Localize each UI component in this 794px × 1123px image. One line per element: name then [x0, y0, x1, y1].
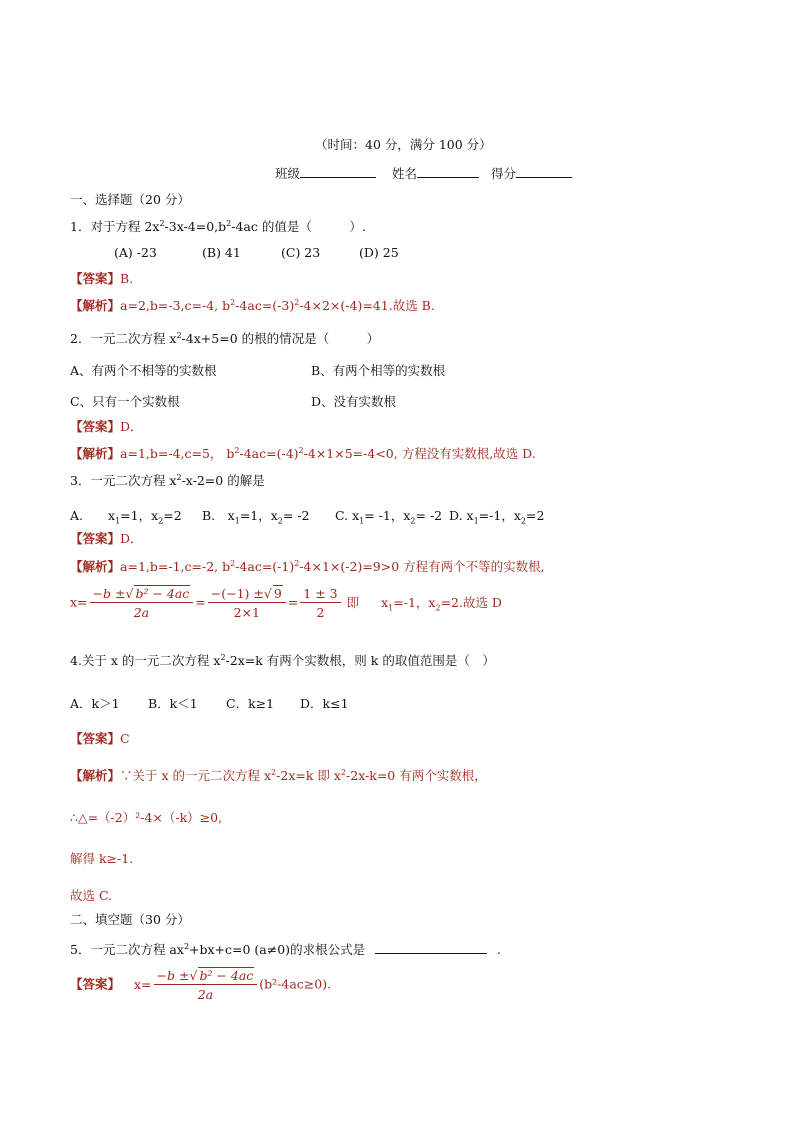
q1-stem: 1．对于方程 $2x^2-3x-4=0,b^2-4ac$ 的值是（ ）. — [70, 218, 366, 234]
q5-formula-fraction: $\frac{\text{−b ±√ b² − 4ac}}{2a}$ — [154, 968, 258, 1002]
q1-option-c[interactable]: (C) 23 — [281, 245, 321, 260]
q2-option-c[interactable]: C、只有一个实数根 — [70, 394, 180, 409]
student-info-line — [275, 165, 572, 182]
q3-analysis-text: -4ac=(-1) — [235, 559, 295, 574]
q3-stem: 3．一元二次方程 $x^2-x-2=0$ 的解是 — [70, 472, 265, 488]
q4-option-a[interactable]: A．k＞1 — [70, 696, 120, 711]
analysis-label: 【解析】 — [70, 559, 121, 574]
q1-stem-text: -4ac 的值是（ ）. — [231, 219, 366, 234]
q1-analysis-text: a=2,b=-3,c=-4, b — [120, 298, 231, 313]
q3-analysis: 【解析】a=1,b=-1,c=-2, $b^2-4ac=(-1)^2-4\times 1\times(-2)=9>0$ 方程有两个不等的实数根, — [70, 558, 545, 574]
q3-result: $x_1=-1$，$x_2=2$.故选 D — [381, 594, 502, 612]
formula-fraction-2: $\frac{-(-1) \pm√ 9}{2\times 1}$ — [208, 586, 286, 620]
q2-stem-text: -4x+5=0 的根的情况是（ ） — [181, 331, 380, 346]
q5-stem-end: . — [497, 942, 502, 957]
name-blank[interactable] — [417, 165, 479, 178]
section-title-choice: 一、选择题（20 分） — [70, 192, 190, 207]
q3-stem-text: -x-2=0 的解是 — [181, 473, 265, 488]
q4-analysis-line4: 故选 C. — [70, 888, 113, 903]
q5-stem-text: 5．一元二次方程 ax — [70, 942, 184, 957]
q1-analysis: 【解析】a=2,b=-3,c=-4, $b^2-4ac=(-3)^2-4\times 2\times(-4)=41$.故选 B. — [70, 297, 435, 313]
q2-stem-text: 2．一元二次方程 x — [70, 331, 177, 346]
q1-options — [114, 245, 399, 261]
q2-answer-value: D． — [120, 419, 143, 434]
q1-option-d[interactable]: (D) 25 — [359, 245, 399, 260]
formula-fraction-1: $\frac{\text{−b ±√ b² − 4ac}}{2a}$ — [90, 586, 194, 620]
q4-stem-text: -2x=k 有两个实数根，则 k 的取值范围是（ ） — [225, 653, 495, 668]
q4-option-b[interactable]: B．k＜1 — [148, 696, 198, 711]
answer-label: 【答案】 — [70, 531, 121, 546]
q5-condition: (b²-4ac≥0). — [259, 976, 332, 992]
q1-analysis-text: -4ac=(-3) — [235, 298, 295, 313]
q4-options — [70, 696, 349, 712]
q1-answer-value: B. — [120, 271, 134, 286]
answer-label: 【答案】 — [70, 271, 121, 286]
q4-analysis-line3: 解得 k≥-1. — [70, 851, 134, 866]
q3-analysis-text: a=1,b=-1,c=-2, b — [120, 559, 231, 574]
q5-answer-blank[interactable] — [375, 941, 487, 954]
q3-option-b[interactable]: B. $x_1=1$，$x_2= -2$ — [202, 508, 310, 526]
q3-answer-value: D． — [120, 531, 143, 546]
analysis-label: 【解析】 — [70, 446, 121, 461]
q3-option-a[interactable]: A. $x_1=1$，$x_2=2$ — [70, 508, 182, 526]
q3-analysis-text: -4×1×(-2)=9>0 方程有两个不等的实数根, — [299, 559, 545, 574]
analysis-label: 【解析】 — [70, 768, 121, 783]
formula-x: x= — [134, 976, 152, 992]
q2-analysis: 【解析】a=1,b=-4,c=5， $b^2-4ac=(-4)^2-4\times 1\times 5=-4<0$, 方程没有实数根,故选 D. — [70, 445, 536, 461]
q4-analysis-text: -2x-k=0 有两个实数根， — [346, 768, 487, 783]
q3-options — [70, 508, 544, 524]
q4-option-c[interactable]: C．k≥1 — [226, 696, 275, 711]
q1-stem-text: -3x-4=0,b — [164, 219, 227, 234]
q1-option-b[interactable]: (B) 41 — [202, 245, 241, 260]
q2-answer — [70, 419, 143, 435]
q5-stem: 5．一元二次方程 $ax^2+bx+c=0$ (a≠0)的求根公式是 . — [70, 941, 502, 957]
q3-stem-text: 3．一元二次方程 x — [70, 473, 177, 488]
q2-analysis-text: -4×1×5=-4<0, 方程没有实数根,故选 D. — [303, 446, 536, 461]
q2-option-d[interactable]: D、没有实数根 — [311, 394, 397, 409]
q4-analysis: 【解析】∵关于 x 的一元二次方程 $x^2-2x=k$ 即 $x^2-2x-k=0$ 有两个实数根， — [70, 767, 487, 783]
score-blank[interactable] — [516, 165, 572, 178]
q5-stem-text: +bx+c=0 (a≠0)的求根公式是 — [189, 942, 366, 957]
q3-option-c[interactable]: C. $x_1= -1$，$x_2= -2$ — [335, 508, 443, 526]
q3-formula: x= $\frac{\text{−b ±√ b² − 4ac}}{2a}$ = $\frac{-(-1) \pm√ 9}{2\times 1}$ = $\frac{1 \pm 3}{2}$ 即 $x_1=-1$，$x_2=2$.故选 D — [70, 586, 502, 620]
q1-analysis-text: -4×2×(-4)=41.故选 B. — [299, 298, 435, 313]
q4-stem-text: 4.关于 x 的一元二次方程 x — [70, 653, 221, 668]
analysis-label: 【解析】 — [70, 298, 121, 313]
q4-analysis-line2: ∴△=（-2）²-4×（-k）≥0, — [70, 810, 223, 825]
score-label: 得分 — [491, 166, 517, 181]
q4-option-d[interactable]: D．k≤1 — [300, 696, 349, 711]
exam-time-info: （时间：40 分，满分 100 分） — [315, 137, 492, 152]
q4-analysis-text: ∵关于 x 的一元二次方程 x — [120, 768, 272, 783]
q4-answer — [70, 731, 130, 747]
formula-x: x= — [70, 594, 88, 610]
q2-analysis-text: -4ac=(-4) — [239, 446, 299, 461]
answer-label: 【答案】 — [70, 976, 121, 992]
q3-answer — [70, 531, 143, 547]
q1-option-a[interactable]: (A) -23 — [114, 245, 157, 260]
q2-analysis-text: a=1,b=-4,c=5， b — [120, 446, 235, 461]
section-title-fill: 二、填空题（30 分） — [70, 912, 190, 927]
q1-answer — [70, 271, 133, 287]
q2-option-b[interactable]: B、有两个相等的实数根 — [311, 363, 446, 378]
class-label: 班级 — [275, 166, 301, 181]
name-label: 姓名 — [392, 166, 418, 181]
q4-stem: 4.关于 x 的一元二次方程 $x^2-2x=k$ 有两个实数根，则 k 的取值范围是（ ） — [70, 652, 495, 668]
formula-tail: 即 — [346, 594, 360, 610]
q5-answer — [70, 968, 331, 1002]
formula-fraction-3: $\frac{1 \pm 3}{2}$ — [300, 586, 340, 620]
q3-option-d[interactable]: D. $x_1=-1$，$x_2=2$ — [449, 508, 545, 526]
answer-label: 【答案】 — [70, 731, 121, 746]
q4-answer-value: C — [120, 731, 130, 746]
class-blank[interactable] — [300, 165, 376, 178]
q2-option-a[interactable]: A、有两个不相等的实数根 — [70, 363, 217, 378]
answer-label: 【答案】 — [70, 419, 121, 434]
q2-stem: 2．一元二次方程 $x^2-4x+5=0$ 的根的情况是（ ） — [70, 330, 380, 346]
q4-analysis-text: -2x=k 即 x — [276, 768, 341, 783]
q1-stem-text: 1．对于方程 2x — [70, 219, 160, 234]
